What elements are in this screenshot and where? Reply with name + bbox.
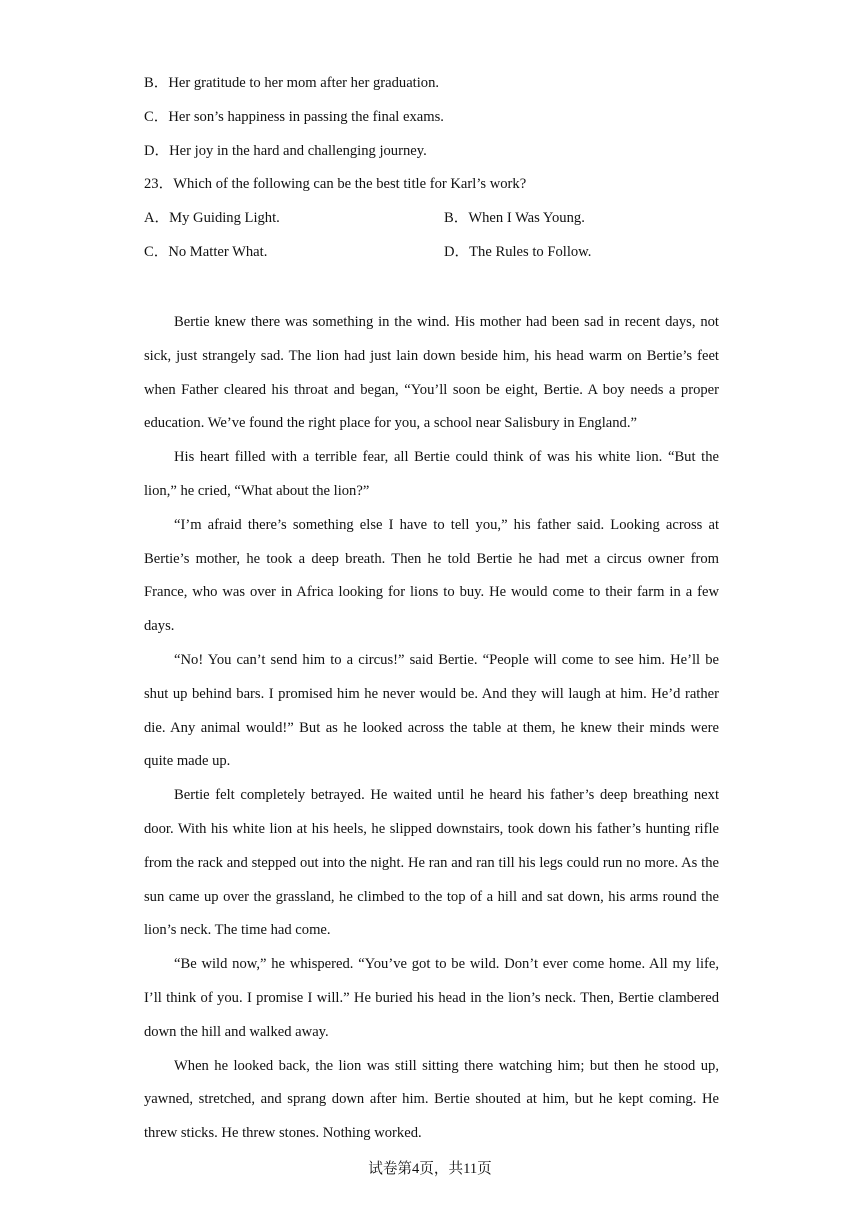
- passage-paragraph: Bertie felt completely betrayed. He waited until he heard his father’s deep breathing next door. With his white lion at his heels, he slipped downstairs, took down his father’s hunting rifle from the rack and stepped out into the night. He ran and ran till his legs could run no more. As the sun came up over the grassland, he climbed to the top of a hill and sat down, his arms round the lion’s neck. The time had come.: [144, 787, 719, 939]
- passage-paragraph: “I’m afraid there’s something else I have to tell you,” his father said. Looking across at Bertie’s mother, he took a deep breath. Then he told Bertie he had met a circus owner from France, who was over in Africa looking for lions to buy. He would come to their farm in a few days.: [144, 516, 719, 635]
- passage-paragraph: Bertie knew there was something in the wind. His mother had been sad in recent days, not sick, just strangely sad. The lion had just lain down beside him, his head warm on Bertie’s feet when Father cleared his throat and began, “You’ll soon be eight, Bertie. A boy needs a proper education. We’ve found the right place for you, a school near Salisbury in England.”: [144, 314, 719, 432]
- passage-paragraph: “Be wild now,” he whispered. “You’ve got to be wild. Don’t ever come home. All my life, I’ll think of you. I promise I will.” He buried his head in the lion’s neck. Then, Bertie clambered down the hill and walked away.: [144, 956, 719, 1040]
- passage-paragraph: When he looked back, the lion was still sitting there watching him; but then he stood up, yawned, stretched, and sprang down after him. Bertie shouted at him, but he kept coming. He threw sticks. He threw stones. Nothing worked.: [144, 1057, 719, 1142]
- option-c-q23: C．No Matter What.: [144, 244, 268, 260]
- option-c-q22: C．Her son’s happiness in passing the final exams.: [144, 109, 444, 125]
- passage-paragraph: His heart filled with a terrible fear, all Bertie could think of was his white lion. “But the lion,” he cried, “What about the lion?”: [144, 449, 719, 499]
- reading-passage: [144, 306, 719, 1151]
- option-b-q22: B．Her gratitude to her mom after her graduation.: [144, 75, 440, 91]
- option-d-q23: D．The Rules to Follow.: [444, 244, 592, 260]
- passage-paragraph: “No! You can’t send him to a circus!” said Bertie. “People will come to see him. He’ll be shut up behind bars. I promised him he never would be. And they will laugh at him. He’d rather die. Any animal would!” But as he looked across the table at them, he knew their minds were quite made up.: [144, 651, 719, 770]
- option-d-q22: D．Her joy in the hard and challenging journey.: [144, 143, 427, 159]
- option-b-q23: B．When I Was Young.: [444, 210, 585, 226]
- page-footer: 试卷第4页，共11页: [368, 1161, 492, 1177]
- question-23-stem: 23．Which of the following can be the best title for Karl’s work?: [144, 176, 527, 192]
- option-a-q23: A．My Guiding Light.: [144, 210, 280, 226]
